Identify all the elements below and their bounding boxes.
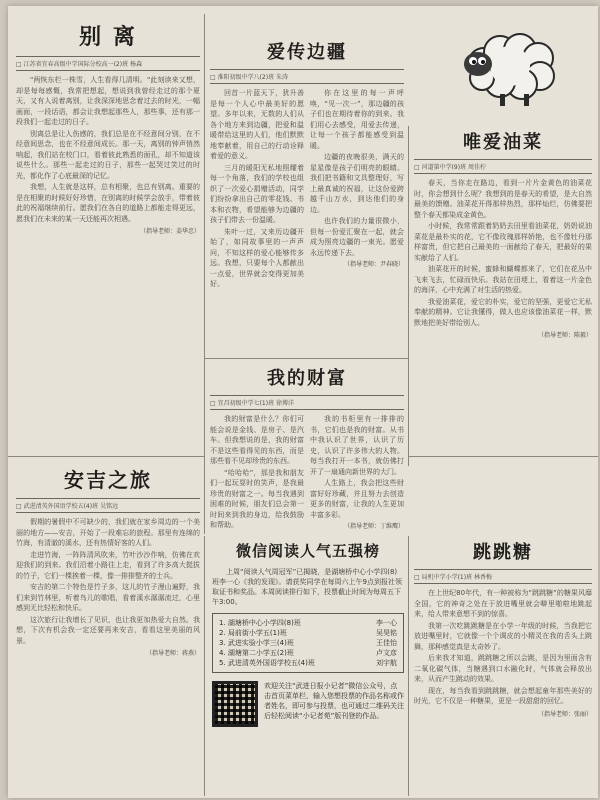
article-youcai [414, 126, 592, 454]
article-byline: □ 武进清英外国语学校五(4)班 吴铭远 [16, 498, 200, 513]
ranking-item[interactable]: 1. 湖塘桥中心小学四(8)班 [219, 619, 301, 627]
paragraph: 你在这里的每一声呼唤，“见一次一”，那边疆的孩子们也在期待着你的到来。我们用心去感受，用爱去传递，让每一个孩子都能感受到温暖。 [310, 89, 404, 150]
paragraph: 这次旅行让我增长了见识，也让我更加热爱大自然。我想，下次有机会我一定还要再来安吉，看看这里美丽的风景。 [16, 615, 200, 645]
paragraph: 朱叶一过，又来历边疆开始了，如同故事里的一声声问，不知这样的爱心能够传多远。我想，只要每个人都献出一点爱，世界就会变得更加美好。 [210, 227, 304, 288]
ranking-item[interactable]: 4. 湖塘第二小学五(2)班 [219, 649, 294, 657]
paragraph: 走进竹海，一阵阵清风吹来，竹叶沙沙作响，仿佛在欢迎我们的到来。我们沿着小路往上走，看到了许多高大挺拔的竹子，它们一棵挨着一棵，像一排排整齐的士兵。 [16, 550, 200, 580]
article-body [414, 588, 592, 707]
article-body-col2 [310, 414, 404, 532]
sheep-illustration [448, 20, 570, 110]
teacher-signature: （指导老师：尹春晓） [343, 261, 404, 268]
ranking-section [212, 540, 404, 792]
article-body-col1 [210, 414, 304, 532]
ranking-list-box [212, 613, 404, 673]
teacher-signature: （指导老师：丁维鹰） [343, 523, 404, 530]
article-byline: □ 江苏省宜春高级中学国际分校高一(2)班 杨森 [16, 56, 200, 71]
paragraph: 油菜花开的时候，蜜蜂和蝴蝶都来了，它们在花丛中飞来飞去，忙碌而快乐。我站在田埂上，看着这一片金色的海洋，心中充满了对生活的热爱。 [414, 265, 592, 294]
paragraph: 也许我们的力量很微小，但每一份爱汇聚在一起，就会成为照亮边疆的一束光。愿爱永远传递下去。 [310, 217, 404, 257]
paragraph [210, 532, 304, 533]
article-body-col1 [210, 88, 304, 291]
paragraph: 我的财富是什么？你们可能会说是金钱、是房子、是汽车。但我想说的是，我的财富不是这些看得见的东西，而是那些看不见却珍贵的东西。 [210, 415, 304, 465]
ranking-intro: 上周“阅读人气周冠军”已揭晓，是湖塘桥中心小学四(8)班李一心《我的发现》。请获奖同学在每周六上午9点到报社领取证书和奖品。本周阅读排行如下，投票截止时间为每周五下午3:00。 [212, 568, 402, 606]
article-caifu [210, 362, 404, 532]
article-body [16, 75, 200, 224]
article-body [414, 178, 592, 328]
section-divider [8, 456, 204, 457]
paragraph: 假期的暑假中不可缺少的，我们就在家乡周边的一个美丽的地方——安吉，开始了一段难忘的旅程。那里有连绵的竹海，有清澈的溪水，还有热情好客的人们。 [16, 518, 200, 547]
newspaper-page [8, 6, 598, 798]
article-title: 我的财富 [267, 368, 347, 389]
column-divider [204, 536, 205, 796]
article-anji [16, 462, 200, 792]
paragraph: 人生路上，我会把这些财富好好珍藏，并且努力去创造更多的财富，让我的人生更加丰富多彩。 [310, 479, 404, 519]
article-body-col2 [310, 88, 404, 291]
paragraph: 三月的暖阳无私地照耀着每一个角落，我们的学校也组织了一次爱心捐赠活动，同学们纷纷拿出自己的零花钱、书本和衣物，希望能够为边疆的孩子们带去一份温暖。 [210, 163, 304, 224]
ranking-name: 王佳怡 [376, 639, 397, 647]
ranking-name: 刘宇航 [376, 659, 397, 667]
article-title: 唯爱油菜 [463, 132, 543, 153]
teacher-signature: （指导老师：张丽） [537, 710, 592, 718]
article-title: 爱传边疆 [267, 42, 347, 63]
paragraph: 后来我才知道，跳跳糖之所以会跳，是因为里面含有二氧化碳气体，当糖遇到口水融化时，气体就会释放出来，从而产生跳动的效果。 [414, 654, 592, 683]
paragraph: 现在，每当我看到跳跳糖，就会想起童年那些美好的时光，它不仅是一种糖果，更是一段甜甜的回忆。 [414, 686, 592, 705]
article-tiaotang [414, 536, 592, 792]
ranking-name: 李一心 [376, 619, 397, 627]
article-aichuan [210, 36, 404, 354]
ranking-title: 微信阅读人气五强榜 [235, 542, 380, 560]
paragraph: "两恢东栏一株雪，人生看得几清明。"此刻读来又想，却是每每感慨，我常把想起，想说到我曾经走过的那个夏天，又有人说着离别，让我深深地思念着过去的时光，一幅画面，一段话语，都会让我想起那些人，那些事，还有那一段我们一起走过的日子。 [16, 76, 200, 126]
article-byline: □ 淮阳初级中学八(2)班 朱涛 [210, 69, 404, 84]
article-title: 安吉之旅 [64, 468, 152, 492]
paragraph: 边疆的夜晚很美，满天的星星像是孩子们明亮的眼睛。我们把书籍和文具整理好，写上最真诚的祝福，让这份爱跨越千山万水，到达他们的身边。 [310, 153, 404, 214]
paragraph: 春天，当你走在路边，看到一片片金黄色的油菜花时，你会想到什么呢？我想到的是春天的希望，是大自然最美的馈赠。油菜花开得那样热烈，那样灿烂，仿佛要把整个春天都染成金黄色。 [414, 179, 592, 219]
column-divider [204, 14, 205, 534]
article-title: 别 离 [79, 24, 137, 50]
paragraph: 安吉的第二个特色是竹子多，这儿的竹子漫山遍野，我们来到竹林里，听着鸟儿的歌唱，看着溪水潺潺流过，心里感到无比轻松和快乐。 [16, 583, 200, 612]
ranking-item[interactable]: 5. 武进清英外国语学校五(4)班 [219, 659, 315, 667]
paragraph: 我的书柜里有一排排的书，它们也是我的财富。从书中我认识了世界，认识了历史，认识了许多伟大的人物。每当我打开一本书，就仿佛打开了一扇通向新世界的大门。 [310, 415, 404, 476]
article-byline: □ 局机中学小学(1)班 林香梅 [414, 569, 592, 584]
ranking-footer: 欢迎关注“武进日报小记者”微信公众号，点击首页菜单栏，输入您想投票的作品名称或作者姓名，即可参与投票，也可通过二维码关注后轻松阅读“小记者苑”版刊登的作品。 [264, 682, 404, 720]
article-body [16, 517, 200, 646]
teacher-signature: （指导老师：蒋燕） [145, 650, 200, 657]
qr-code-icon[interactable] [212, 681, 258, 727]
ranking-name: 卢文彦 [376, 649, 397, 657]
ranking-item[interactable]: 2. 局前街小学五(1)班 [219, 629, 287, 637]
section-divider [204, 358, 408, 359]
paragraph: 别离总是让人伤感的，我们总是在不经意间分别，在不经意间思念，也在不经意间成长。那一天，离别的钟声悄然响起，我们站在校门口，看着彼此熟悉的面孔，却不知道该说些什么。那些一起走过的日子，那些一起哭过笑过的时光，都化作了心底最深的记忆。 [16, 129, 200, 180]
teacher-signature: （指导老师：姜华忠） [139, 228, 200, 235]
paragraph: 小时候，我常常跟着奶奶去田里看油菜花，奶奶说油菜花是最朴实的花，它不像玫瑰那样娇艳，也不像牡丹那样富贵，但它把自己最美的一面献给了春天，把最好的果实献给了人们。 [414, 222, 592, 262]
ranking-name: 吴昊铭 [376, 629, 397, 637]
article-byline: □ 宜昌初级中学七(1)班 徐博洋 [210, 395, 404, 410]
ranking-item[interactable]: 3. 武进实验小学三(4)班 [219, 639, 294, 647]
ranking-list [219, 618, 315, 668]
section-divider [408, 456, 598, 457]
paragraph: “哈哈哈”，那是我和朋友们一起玩耍时的笑声，是我最珍贵的财富之一。每当我遇到困难的时候，朋友们总会第一时间来到我的身边，给我鼓励和帮助。 [210, 468, 304, 529]
teacher-signature: （指导老师：陈毅） [537, 332, 592, 339]
paragraph: 我爱油菜花，爱它的朴实，爱它的坚强，更爱它无私奉献的精神。它让我懂得，做人也应该像油菜花一样，默默地把美好带给别人。 [414, 297, 592, 327]
paragraph: 在上世纪80年代，有一种被称为“跳跳糖”的糖果风靡全国，它的神奇之处在于放进嘴里就会噼里啪啦地跳起来，给人带来意想不到的惊喜。 [414, 589, 592, 618]
article-byline: □ 河道第中学(9)班 周佳柠 [414, 159, 592, 174]
article-title: 跳跳糖 [473, 542, 533, 563]
column-divider [408, 126, 409, 466]
article-bieli [16, 16, 200, 454]
ranking-names [376, 618, 397, 668]
paragraph: 回首一片蓝天下，犹升善是每一个人心中最美好的愿望。多年以来，无数的人们从各个地方来到边疆，把爱和温暖带给这里的人们，他们默默地奉献着，用自己的行动诠释着爱的意义。 [210, 89, 304, 160]
paragraph: 我第一次吃跳跳糖是在小学一年级的时候，当我把它放进嘴里时，它就像一个个调皮的小精灵在我的舌头上跳舞，那种感觉真是太奇妙了。 [414, 621, 592, 651]
paragraph: 我想，人生就是这样，总有相聚，也总有别离。重要的是在相聚的时候好好珍惜，在别离的时候学会放手，带着彼此的祝福继续前行。愿我们在各自的道路上都能走得更远，愿我们在未来的某一天还能再次相遇。 [16, 183, 200, 223]
column-divider [408, 536, 409, 796]
